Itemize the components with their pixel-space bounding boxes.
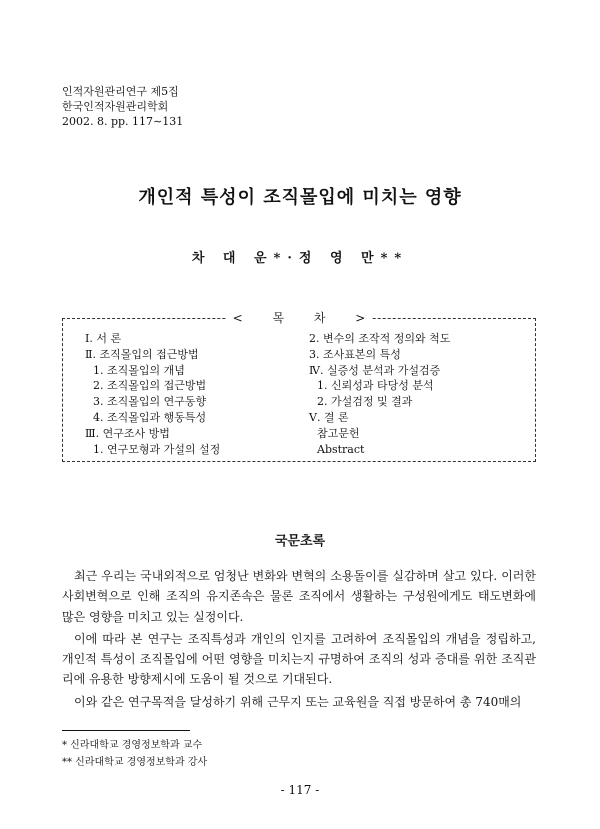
toc-item: Ⅴ. 결 론 [309,410,349,424]
toc-left-column [85,331,220,457]
toc-item: Ⅱ. 조직몰입의 접근방법 [85,347,199,361]
journal-society: 한국인적자원관리학회 [62,100,169,113]
journal-info [62,84,183,129]
abstract-heading: 국문초록 [274,534,326,549]
toc-item: 참고문헌 [317,426,360,440]
toc-item: 2. 가설검정 및 결과 [317,395,413,409]
toc-item: 1. 신뢰성과 타당성 분석 [317,379,434,393]
toc-item: 1. 조직몰입의 개념 [93,363,185,377]
paper-authors: 차 대 운*·정 영 만** [191,251,409,266]
footnote-author-2: ** 신라대학교 경영정보학과 강사 [62,757,208,768]
abstract-paragraph: 최근 우리는 국내외적으로 엄청난 변화와 변혁의 소용돌이를 실감하며 살고 있다. 이러한 사회변혁으로 인해 조직의 유지존속은 물론 조직에서 생활하는 구성원에게도 태도변화에 많은 영향을 미치고 있는 실정이다. [62,569,536,624]
footnote-divider [62,730,190,731]
toc-item: 4. 조직몰입과 행동특성 [93,410,207,424]
abstract-body [62,566,536,714]
toc-item: Ⅳ. 실증성 분석과 가설검증 [309,363,441,377]
table-of-contents [62,311,536,462]
footnote-author-1: * 신라대학교 경영정보학과 교수 [62,740,203,751]
toc-item: 3. 조직몰입의 연구동향 [93,395,207,409]
toc-item: Abstract [317,442,365,456]
abstract-paragraph: 이와 같은 연구목적을 달성하기 위해 근무지 또는 교육원을 직접 방문하여 총 740매의 [74,694,522,709]
toc-right-column [309,331,450,457]
toc-item: 1. 연구모형과 가설의 설정 [93,442,221,456]
toc-heading-text: < 목 차 > [227,311,372,325]
toc-item: 2. 변수의 조작적 정의와 척도 [309,332,451,345]
abstract-paragraph: 이에 따라 본 연구는 조직특성과 개인의 인지를 고려하여 조직몰입의 개념을 정립하고, 개인적 특성이 조직몰입에 어떤 영향을 미치는지 규명하여 조직의 성과 증대를 위한 조직관리에 유용한 방향제시에 도움이 될 것으로 기대된다. [62,631,536,687]
page-number: - 117 - [280,783,320,797]
footnotes [62,737,207,771]
toc-item: Ⅲ. 연구조사 방법 [85,426,170,440]
paper-title: 개인적 특성이 조직몰입에 미치는 영향 [138,187,462,208]
toc-heading [63,311,535,325]
journal-name: 인적자원관리연구 제5집 [62,85,179,98]
toc-item: 3. 조사표본의 특성 [309,347,401,361]
toc-item: 2. 조직몰입의 접근방법 [93,379,207,393]
journal-pages: 2002. 8. pp. 117∼131 [62,115,184,128]
toc-item: Ⅰ. 서 론 [85,332,122,345]
